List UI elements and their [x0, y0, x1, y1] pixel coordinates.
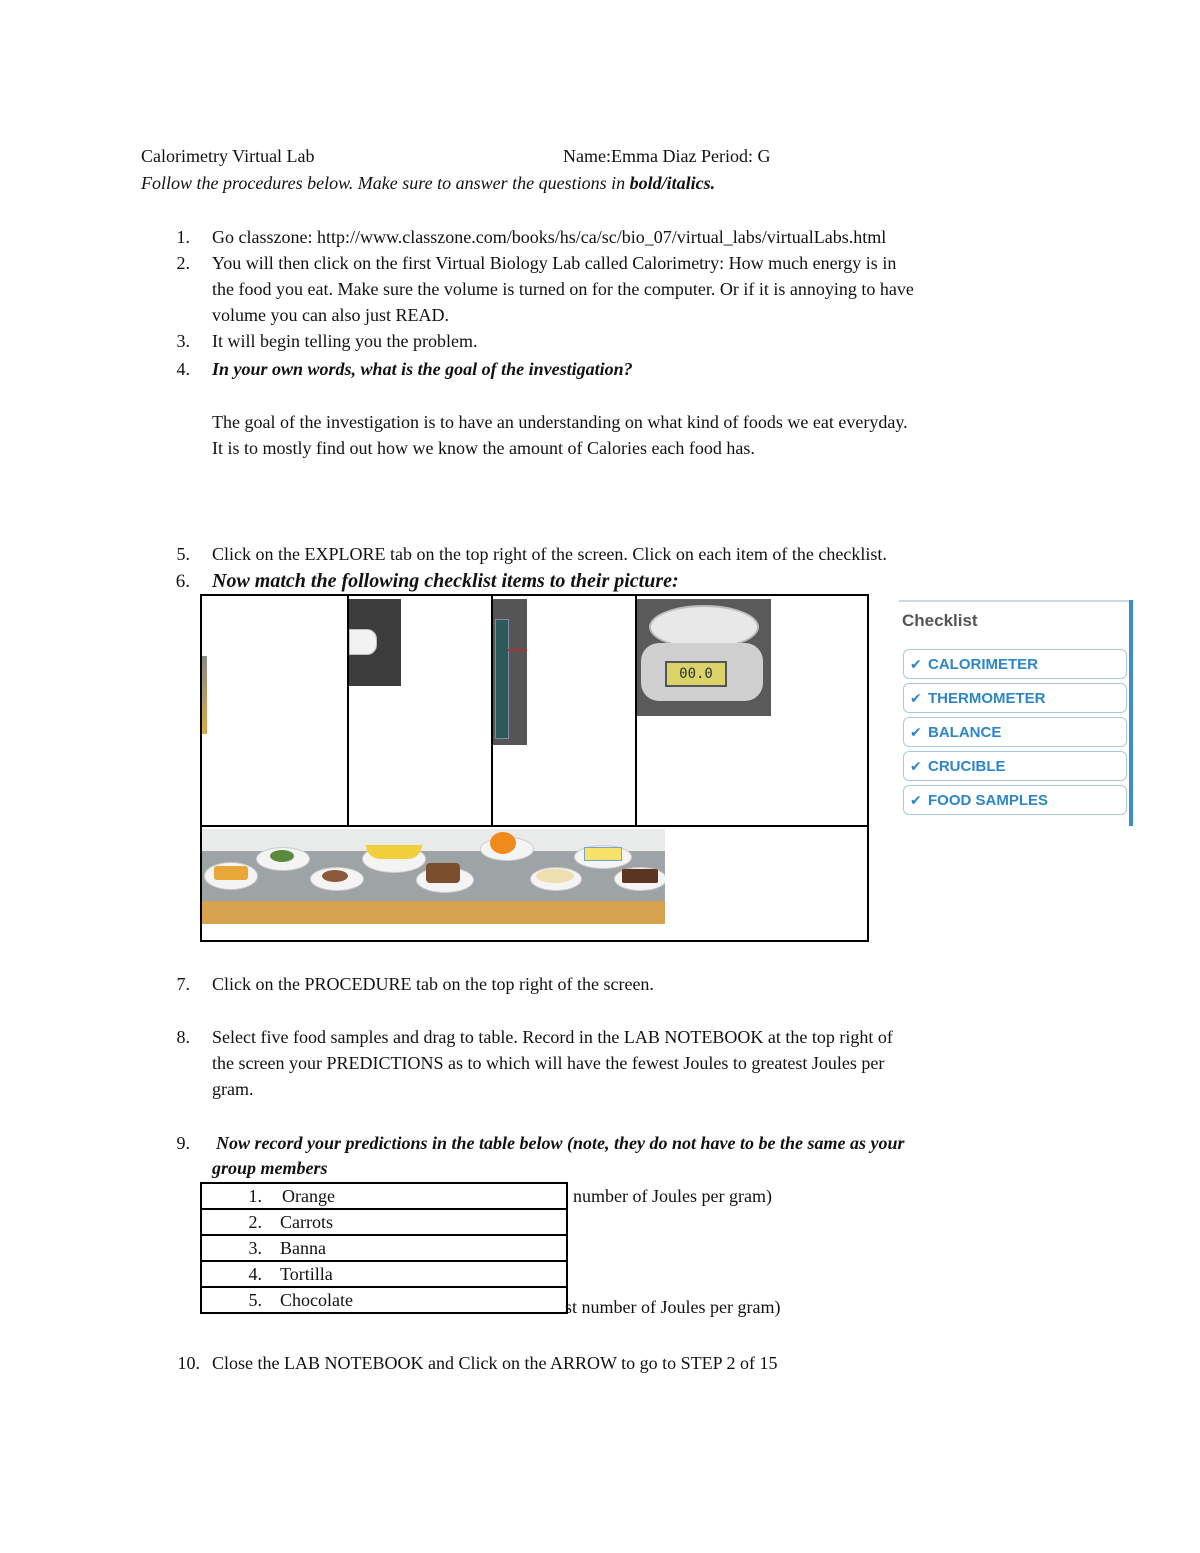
step-5-text: Click on the EXPLORE tab on the top right of the screen. Click on each item of the checklist. — [212, 544, 887, 564]
step-10-number: 10. — [177, 1353, 200, 1373]
check-icon: ✔ — [910, 724, 922, 740]
instructions-emphasis: bold/italics. — [629, 173, 716, 193]
step-8-line-1: Select five food samples and drag to table. Record in the LAB NOTEBOOK at the top right of — [212, 1027, 893, 1047]
food-counter-front — [202, 901, 665, 924]
row-number: 4. — [248, 1264, 262, 1284]
checklist-item-thermometer[interactable] — [903, 683, 1127, 713]
row-item: Orange — [282, 1186, 335, 1206]
name-period-line: Name:Emma Diaz Period: G — [563, 146, 771, 166]
table-row — [201, 1235, 567, 1261]
step-9-line-2: group members — [212, 1158, 328, 1178]
checklist-scroll-edge — [1129, 600, 1133, 826]
prediction-cell[interactable] — [201, 1287, 567, 1313]
table-row — [201, 1261, 567, 1287]
prediction-cell[interactable] — [201, 1261, 567, 1287]
step-8-line-3: gram. — [212, 1079, 254, 1099]
checklist-item-label: FOOD SAMPLES — [928, 792, 1049, 809]
check-icon: ✔ — [910, 792, 922, 808]
check-icon: ✔ — [910, 758, 922, 774]
chocolate-food — [622, 869, 658, 883]
butter-food — [584, 847, 622, 861]
step-10-text: Close the LAB NOTEBOOK and Click on the ARROW to go to STEP 2 of 15 — [212, 1353, 778, 1373]
step-9-line-1: Now record your predictions in the table below (note, they do not have to be the same as your — [216, 1133, 905, 1153]
step-9-number: 9. — [176, 1133, 190, 1153]
answer-line-2: It is to mostly find out how we know the amount of Calories each food has. — [212, 438, 755, 458]
checklist-item-crucible[interactable] — [903, 751, 1127, 781]
step-2-number: 2. — [176, 253, 190, 273]
checklist-item-food-samples[interactable] — [903, 785, 1127, 815]
checklist-item-label: THERMOMETER — [928, 690, 1046, 707]
bread-food — [426, 863, 460, 883]
step-7-number: 7. — [176, 974, 190, 994]
step-3-number: 3. — [176, 331, 190, 351]
table-row — [201, 1209, 567, 1235]
meat-food — [322, 870, 348, 882]
step-6-number: 6. — [175, 571, 190, 592]
step-1-number: 1. — [176, 227, 190, 247]
prediction-note-top: number of Joules per gram) — [573, 1186, 772, 1206]
cheese-food — [214, 866, 248, 880]
crucible-image — [349, 599, 401, 686]
grid-horizontal-divider — [200, 825, 869, 827]
step-6-question: Now match the following checklist items to their picture: — [212, 570, 679, 592]
checklist-item-label: CALORIMETER — [928, 656, 1038, 673]
check-icon: ✔ — [910, 656, 922, 672]
document-title: Calorimetry Virtual Lab — [141, 146, 315, 166]
check-icon: ✔ — [910, 690, 922, 706]
step-7-text: Click on the PROCEDURE tab on the top right of the screen. — [212, 974, 654, 994]
checklist-item-label: BALANCE — [928, 724, 1002, 741]
crucible-shape — [349, 629, 377, 655]
row-number: 2. — [248, 1212, 262, 1232]
row-item: Banna — [280, 1238, 326, 1258]
step-1-text: Go classzone: http://www.classzone.com/books/hs/ca/sc/bio_07/virtual_labs/virtualLabs.html — [212, 227, 887, 247]
prediction-cell[interactable] — [201, 1209, 567, 1235]
balance-image — [637, 599, 771, 716]
prediction-cell[interactable] — [201, 1235, 567, 1261]
step-2-line-2: the food you eat. Make sure the volume is turned on for the computer. Or if it is annoying to have — [212, 279, 914, 299]
answer-line-1: The goal of the investigation is to have an understanding on what kind of foods we eat everyday. — [212, 412, 908, 432]
checklist-title: Checklist — [902, 611, 978, 630]
prediction-note-bottom: st number of Joules per gram) — [565, 1297, 781, 1317]
step-8-line-2: the screen your PREDICTIONS as to which will have the fewest Joules to greatest Joules per — [212, 1053, 885, 1073]
broccoli-food — [270, 850, 294, 862]
orange-food — [490, 832, 516, 854]
prediction-cell[interactable] — [201, 1183, 567, 1209]
balance-display: 00.0 — [665, 661, 727, 687]
checklist-item-calorimeter[interactable] — [903, 649, 1127, 679]
row-number: 3. — [248, 1238, 262, 1258]
thermometer-body — [495, 619, 509, 739]
row-number: 5. — [248, 1290, 262, 1310]
step-2-line-3: volume you can also just READ. — [212, 305, 449, 325]
step-4-question: In your own words, what is the goal of the investigation? — [212, 359, 633, 379]
instructions — [141, 170, 715, 196]
step-4-number: 4. — [176, 359, 190, 379]
thermometer-image — [493, 599, 527, 745]
table-row — [201, 1287, 567, 1313]
step-5-number: 5. — [176, 544, 190, 564]
checklist-item-label: CRUCIBLE — [928, 758, 1006, 775]
thermometer-wire — [507, 649, 527, 651]
banana-food — [366, 845, 422, 859]
predictions-table — [200, 1182, 568, 1314]
table-row — [201, 1183, 567, 1209]
row-number: 1. — [248, 1186, 262, 1206]
checklist-item-balance[interactable] — [903, 717, 1127, 747]
row-item: Chocolate — [280, 1290, 353, 1310]
row-item: Tortilla — [280, 1264, 333, 1284]
tortilla-food — [536, 869, 574, 883]
step-3-text: It will begin telling you the problem. — [212, 331, 478, 351]
step-2-line-1: You will then click on the first Virtual Biology Lab called Calorimetry: How much energy is in — [212, 253, 897, 273]
row-item: Carrots — [280, 1212, 333, 1232]
calorimeter-image-fragment — [202, 656, 207, 734]
food-samples-image — [202, 829, 665, 924]
instructions-text: Follow the procedures below. Make sure to answer the questions in — [141, 173, 630, 193]
step-8-number: 8. — [176, 1027, 190, 1047]
